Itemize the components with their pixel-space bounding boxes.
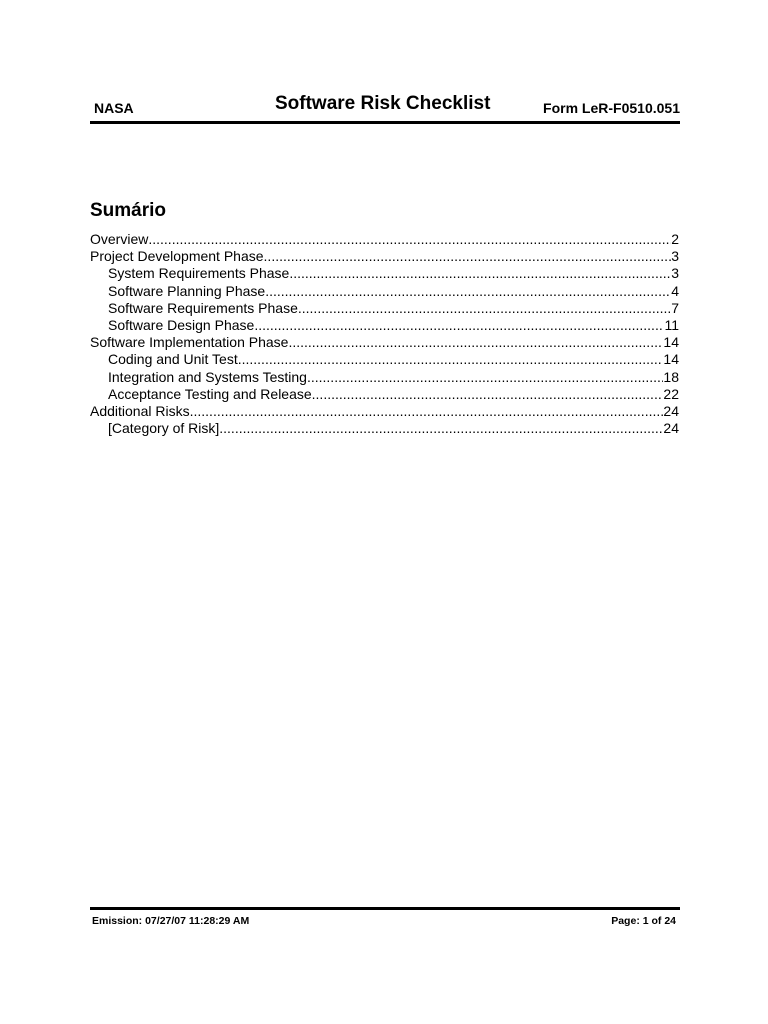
header-org: NASA <box>94 100 134 116</box>
toc-entry-page: 7 <box>671 299 679 316</box>
toc-entry-label: Software Planning Phase <box>108 282 266 299</box>
toc-dot-leader <box>254 317 664 334</box>
toc-entry[interactable] <box>90 369 679 386</box>
toc-dot-leader <box>298 300 671 317</box>
toc-dot-leader <box>289 265 671 282</box>
toc-entry-label: [Category of Risk] <box>108 420 220 437</box>
toc-entry-label: Additional Risks <box>90 402 190 419</box>
toc-dot-leader <box>312 386 664 403</box>
toc-entry-page: 24 <box>663 420 679 437</box>
toc-entry-label: Integration and Systems Testing <box>108 368 307 385</box>
toc-entry-label: Coding and Unit Test <box>108 351 238 368</box>
toc-dot-leader <box>265 283 671 300</box>
toc-dot-leader <box>288 334 663 351</box>
toc-entry-label: System Requirements Phase <box>108 265 290 282</box>
toc-entry[interactable] <box>90 386 679 403</box>
toc-dot-leader <box>190 403 664 420</box>
toc-entry-label: Acceptance Testing and Release <box>108 385 312 402</box>
toc-entry-page: 24 <box>663 402 679 419</box>
emission-timestamp: Emission: 07/27/07 11:28:29 AM <box>92 915 250 927</box>
toc-dot-leader <box>264 248 672 265</box>
toc-entry-page: 14 <box>663 334 679 351</box>
toc-entry-label: Project Development Phase <box>90 248 264 265</box>
toc-entry-label: Software Requirements Phase <box>108 299 298 316</box>
header-divider <box>90 121 680 124</box>
toc-entry-page: 11 <box>664 316 679 333</box>
toc-entry[interactable] <box>90 351 679 368</box>
toc-entry-page: 14 <box>663 351 679 368</box>
form-number: Form LeR-F0510.051 <box>543 100 680 116</box>
toc-dot-leader <box>238 351 664 368</box>
toc-entry[interactable] <box>90 248 679 265</box>
toc-entry-page: 3 <box>671 248 679 265</box>
toc-heading: Sumário <box>90 200 167 221</box>
toc-entry[interactable] <box>90 265 679 282</box>
toc-entry[interactable] <box>90 403 679 420</box>
toc-entry-page: 18 <box>663 368 679 385</box>
toc-entry-page: 2 <box>671 231 679 247</box>
toc-dot-leader <box>307 369 663 386</box>
page-header <box>90 92 680 122</box>
toc-entry[interactable] <box>90 317 679 334</box>
toc-dot-leader <box>148 231 671 248</box>
toc-entry[interactable] <box>90 300 679 317</box>
toc-entry[interactable] <box>90 283 679 300</box>
toc-entry-page: 4 <box>671 282 679 299</box>
toc-entry-label: Overview <box>90 231 149 247</box>
toc-entry[interactable] <box>90 420 679 437</box>
document-title: Software Risk Checklist <box>275 93 491 114</box>
toc-entry[interactable] <box>90 231 679 248</box>
table-of-contents <box>90 231 679 437</box>
toc-entry-page: 22 <box>663 385 679 402</box>
footer-divider <box>90 907 680 910</box>
toc-entry-page: 3 <box>671 265 679 282</box>
page-counter: Page: 1 of 24 <box>611 915 676 927</box>
toc-entry[interactable] <box>90 334 679 351</box>
toc-entry-label: Software Implementation Phase <box>90 334 289 351</box>
toc-dot-leader <box>219 420 663 437</box>
toc-entry-label: Software Design Phase <box>108 316 255 333</box>
